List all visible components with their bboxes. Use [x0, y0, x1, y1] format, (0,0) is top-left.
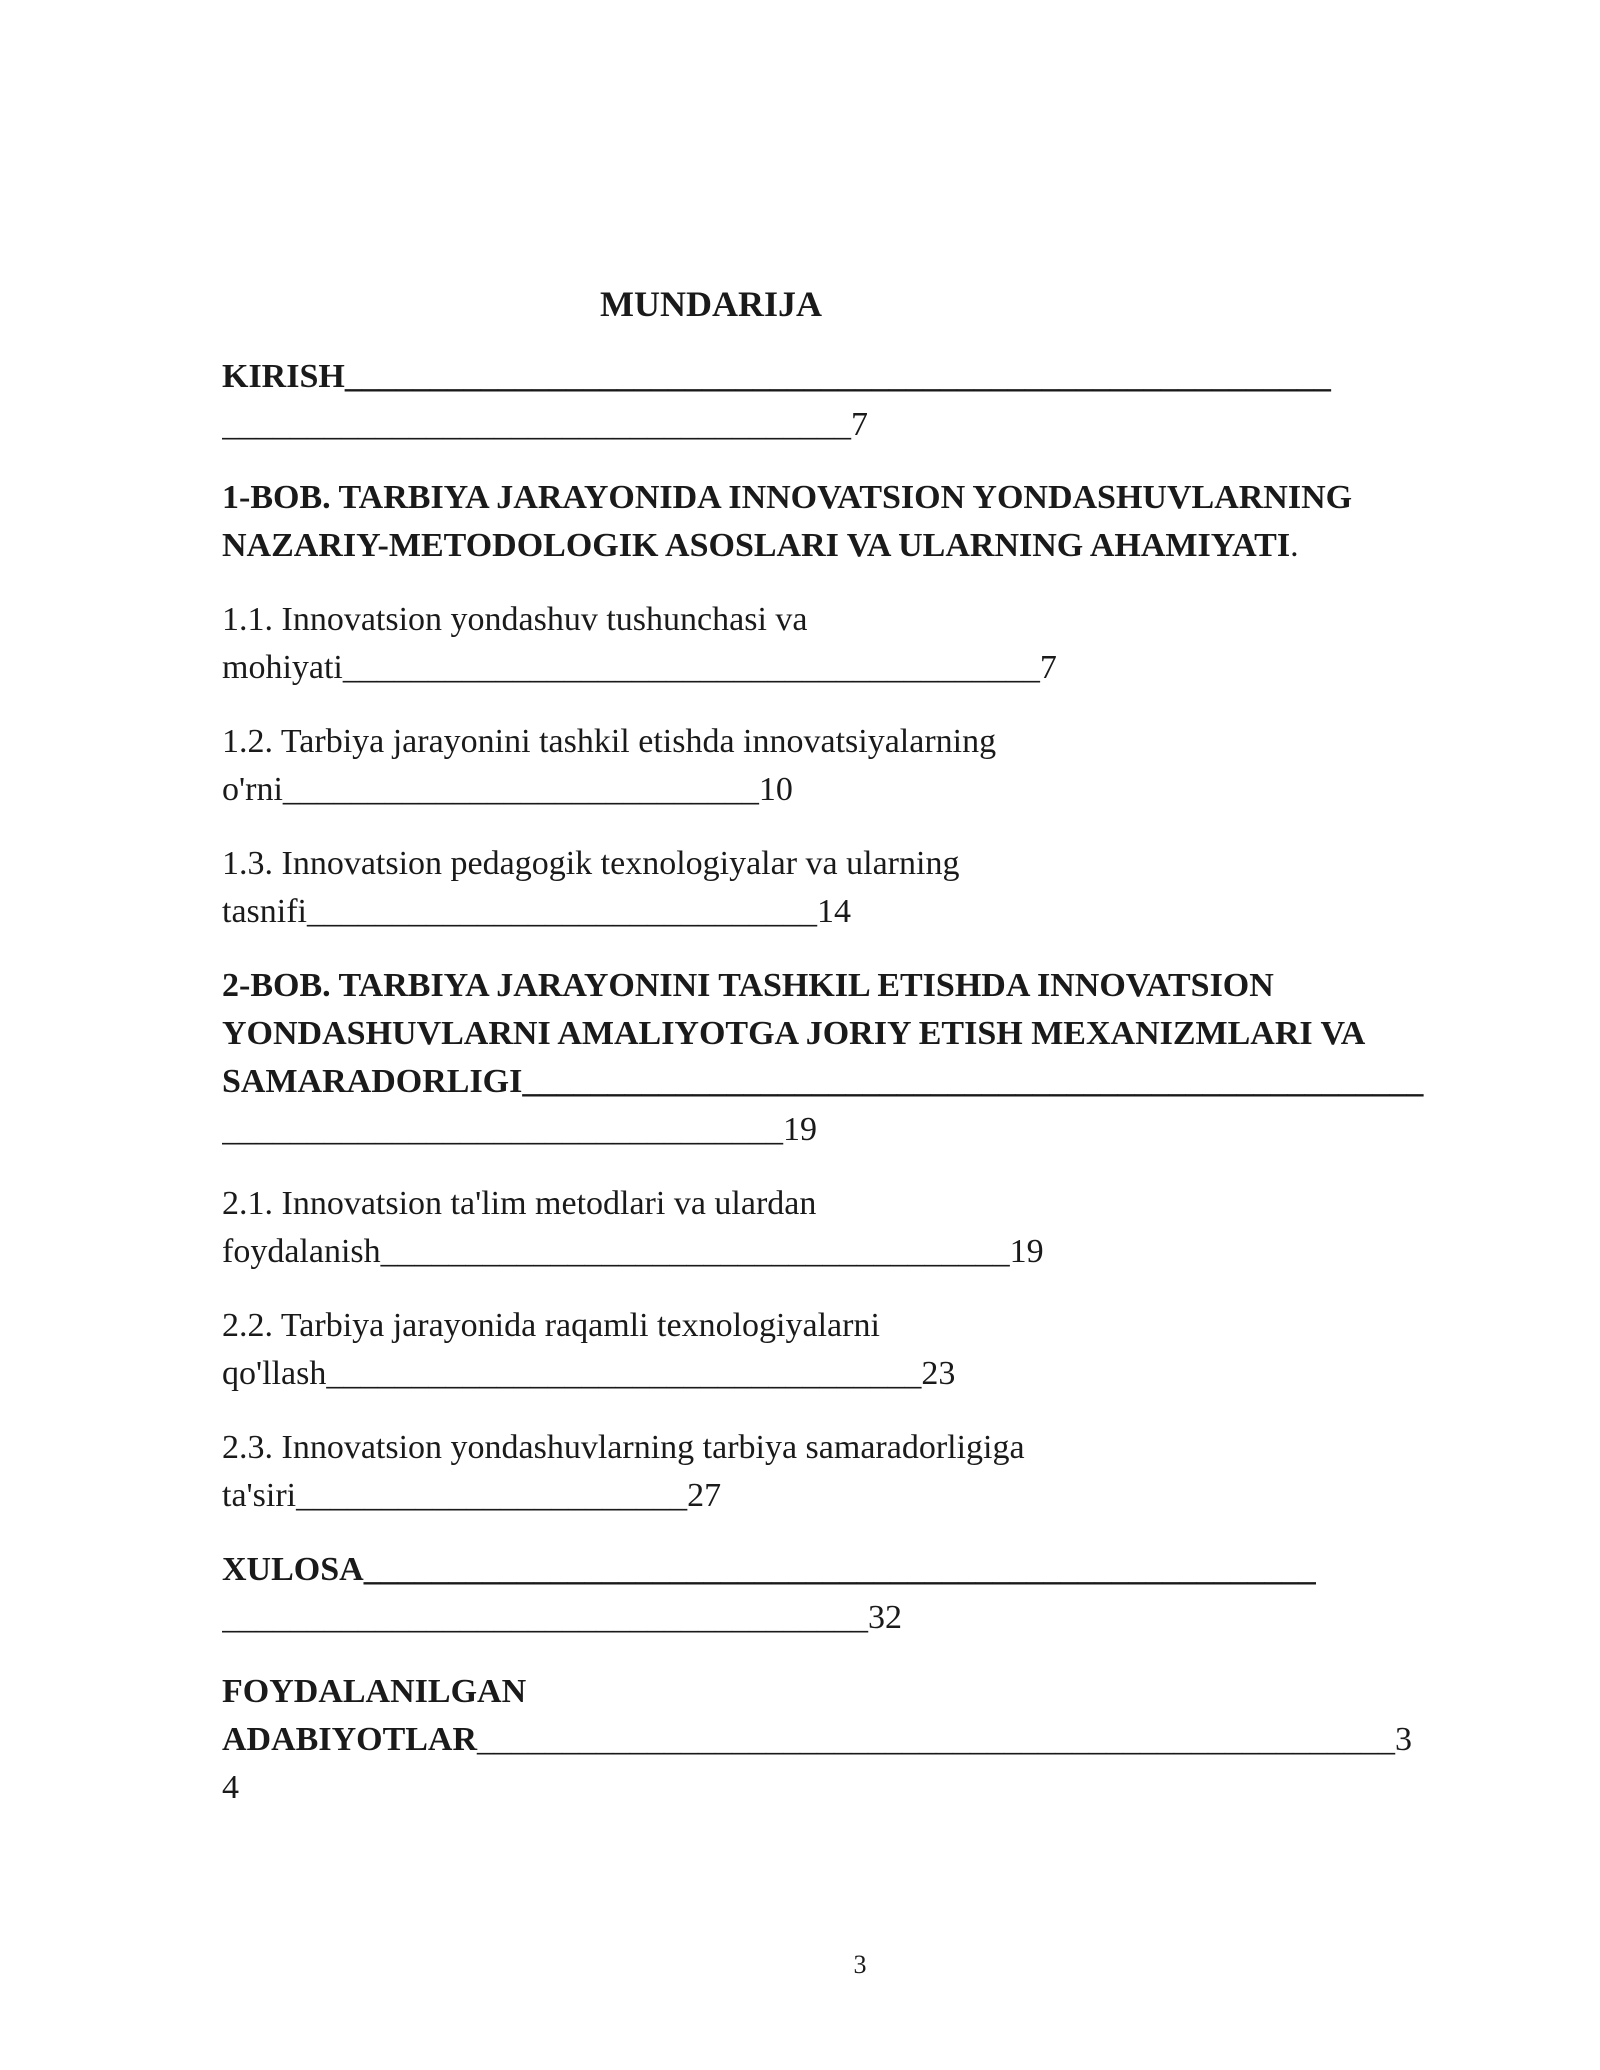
toc-2-2-line-2: qo'llash___________________________________23 — [222, 1355, 956, 1392]
toc-2-1-line-1: 2.1. Innovatsion ta'lim metodlari va ulardan — [222, 1185, 817, 1222]
toc-kirish-line-2: _____________________________________7 — [222, 406, 868, 443]
toc-2-2-line-1: 2.2. Tarbiya jarayonida raqamli texnologiyalarni — [222, 1307, 880, 1344]
toc-chapter-2-line-4: _________________________________19 — [222, 1111, 817, 1148]
toc-entry-1-1[interactable] — [222, 596, 1522, 692]
toc-references-line-2-bold: ADABIYOTLAR — [222, 1721, 478, 1758]
toc-entry-1-3[interactable] — [222, 840, 1522, 936]
toc-entry-2-1[interactable] — [222, 1180, 1522, 1276]
toc-1-1-line-1: 1.1. Innovatsion yondashuv tushunchasi va — [222, 601, 808, 638]
toc-chapter-2-line-3: SAMARADORLIGI_____________________________________________________ — [222, 1063, 1424, 1100]
toc-entry-xulosa[interactable] — [222, 1546, 1522, 1642]
toc-chapter-1-line-2-tail: . — [1290, 527, 1299, 564]
toc-2-1-line-2: foydalanish_____________________________________19 — [222, 1233, 1044, 1270]
toc-1-3-line-2: tasnifi______________________________14 — [222, 893, 851, 930]
toc-entry-kirish[interactable] — [222, 353, 1522, 449]
page-number: 3 — [853, 1950, 867, 1979]
toc-kirish-line-1: KIRISH__________________________________________________________ — [222, 358, 1331, 395]
toc-1-3-line-1: 1.3. Innovatsion pedagogik texnologiyalar va ularning — [222, 845, 960, 882]
toc-2-3-line-2: ta'siri_______________________27 — [222, 1477, 722, 1514]
toc-2-3-line-1: 2.3. Innovatsion yondashuvlarning tarbiya samaradorligiga — [222, 1429, 1025, 1466]
toc-entry-references[interactable] — [222, 1668, 1522, 1812]
toc-references-line-1: FOYDALANILGAN — [222, 1673, 527, 1710]
toc-entry-chapter-1[interactable] — [222, 474, 1522, 570]
toc-chapter-1-line-1: 1-BOB. TARBIYA JARAYONIDA INNOVATSION YONDASHUVLARNING — [222, 479, 1353, 516]
toc-chapter-2-line-2: YONDASHUVLARNI AMALIYOTGA JORIY ETISH MEXANIZMLARI VA — [222, 1015, 1366, 1052]
toc-entry-chapter-2[interactable] — [222, 962, 1522, 1154]
toc-references-line-2-tail: ______________________________________________________3 — [477, 1721, 1413, 1758]
toc-entry-2-3[interactable] — [222, 1424, 1522, 1520]
toc-xulosa-line-1: XULOSA________________________________________________________ — [222, 1551, 1316, 1588]
toc-chapter-1-line-2 — [222, 522, 1522, 570]
toc-references-line-3: 4 — [222, 1769, 239, 1806]
toc-xulosa-line-2: ______________________________________32 — [222, 1599, 902, 1636]
toc-chapter-1-line-2-bold: NAZARIY-METODOLOGIK ASOSLARI VA ULARNING AHAMIYATI — [222, 527, 1291, 564]
toc-1-1-line-2: mohiyati_________________________________________7 — [222, 649, 1057, 686]
toc-entry-2-2[interactable] — [222, 1302, 1522, 1398]
toc-references-line-2 — [222, 1716, 1522, 1764]
toc-entry-1-2[interactable] — [222, 718, 1522, 814]
toc-1-2-line-2: o'rni____________________________10 — [222, 771, 793, 808]
page-title: MUNDARIJA — [600, 284, 822, 324]
toc-1-2-line-1: 1.2. Tarbiya jarayonini tashkil etishda innovatsiyalarning — [222, 723, 997, 760]
toc-chapter-2-line-1: 2-BOB. TARBIYA JARAYONINI TASHKIL ETISHDA INNOVATSION — [222, 967, 1274, 1004]
